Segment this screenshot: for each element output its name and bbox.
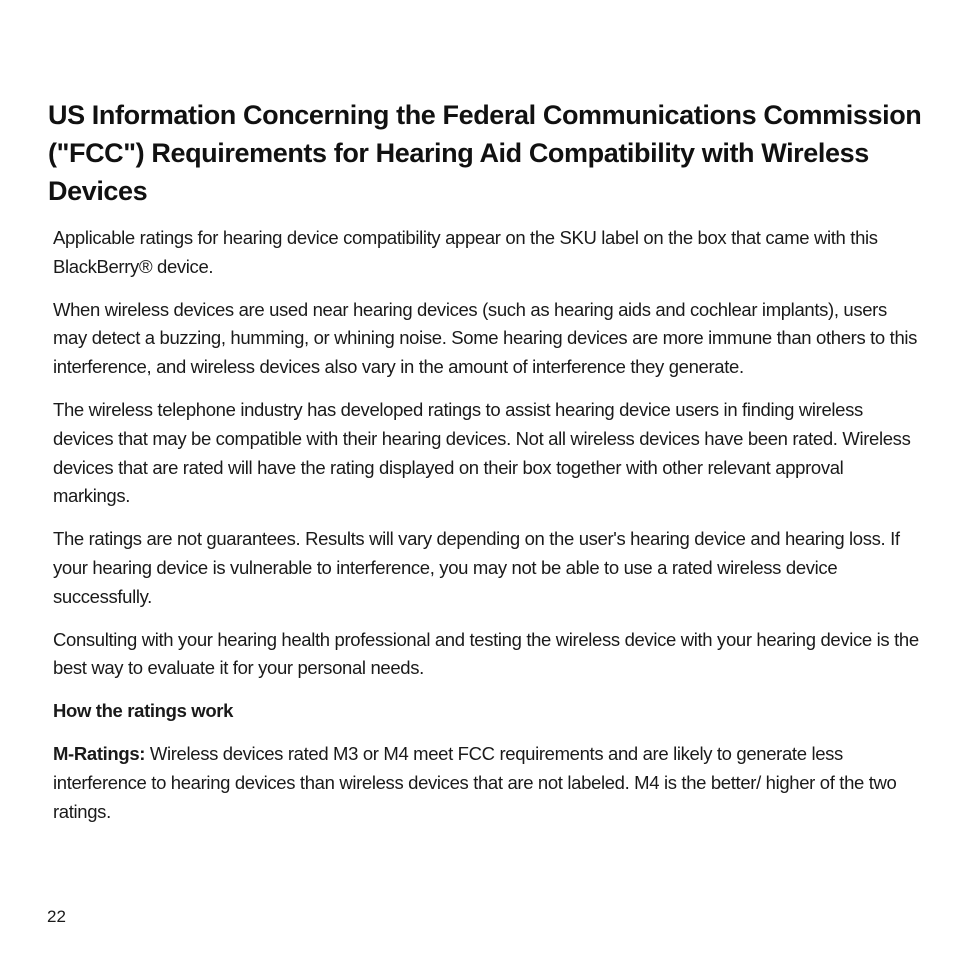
paragraph-consulting: Consulting with your hearing health professional and testing the wireless device with your hearing device is the best way to evaluate it for your personal needs. [53, 628, 919, 679]
paragraph-interference: When wireless devices are used near hearing devices (such as hearing aids and cochlear implants), users may detect a buzzing, humming, or whining noise. Some hearing devices are more immune than others to this interference, and wireless devices also vary in the amount of interference they generate. [53, 298, 918, 378]
m-ratings-text: Wireless devices rated M3 or M4 meet FCC requirements and are likely to generate less interference to hearing devices than wireless devices that are not labeled. M4 is the better/ higher of the two ratings. [53, 742, 897, 822]
subheading-how-ratings-work: How the ratings work [53, 700, 234, 722]
paragraph-industry-ratings: The wireless telephone industry has developed ratings to assist hearing device users in finding wireless devices that may be compatible with their hearing devices. Not all wireless devices have been rated. Wireless devices that are rated will have the rating displayed on their box together with other relevant approval markings. [53, 398, 911, 507]
paragraph-not-guarantees: The ratings are not guarantees. Results will vary depending on the user's hearing device and hearing loss. If your hearing device is vulnerable to interference, you may not be able to use a rated wireless device successfully. [53, 528, 900, 607]
paragraph-sku-label: Applicable ratings for hearing device compatibility appear on the SKU label on the box that came with this BlackBerry® device. [53, 227, 878, 277]
page-number: 22 [47, 907, 66, 926]
section-heading: US Information Concerning the Federal Communications Commission ("FCC") Requirements for Hearing Aid Compatibility with Wireless Devices [48, 100, 922, 206]
paragraph-m-ratings [53, 740, 923, 826]
body-text [53, 224, 923, 840]
m-ratings-label: M-Ratings: [53, 742, 146, 764]
